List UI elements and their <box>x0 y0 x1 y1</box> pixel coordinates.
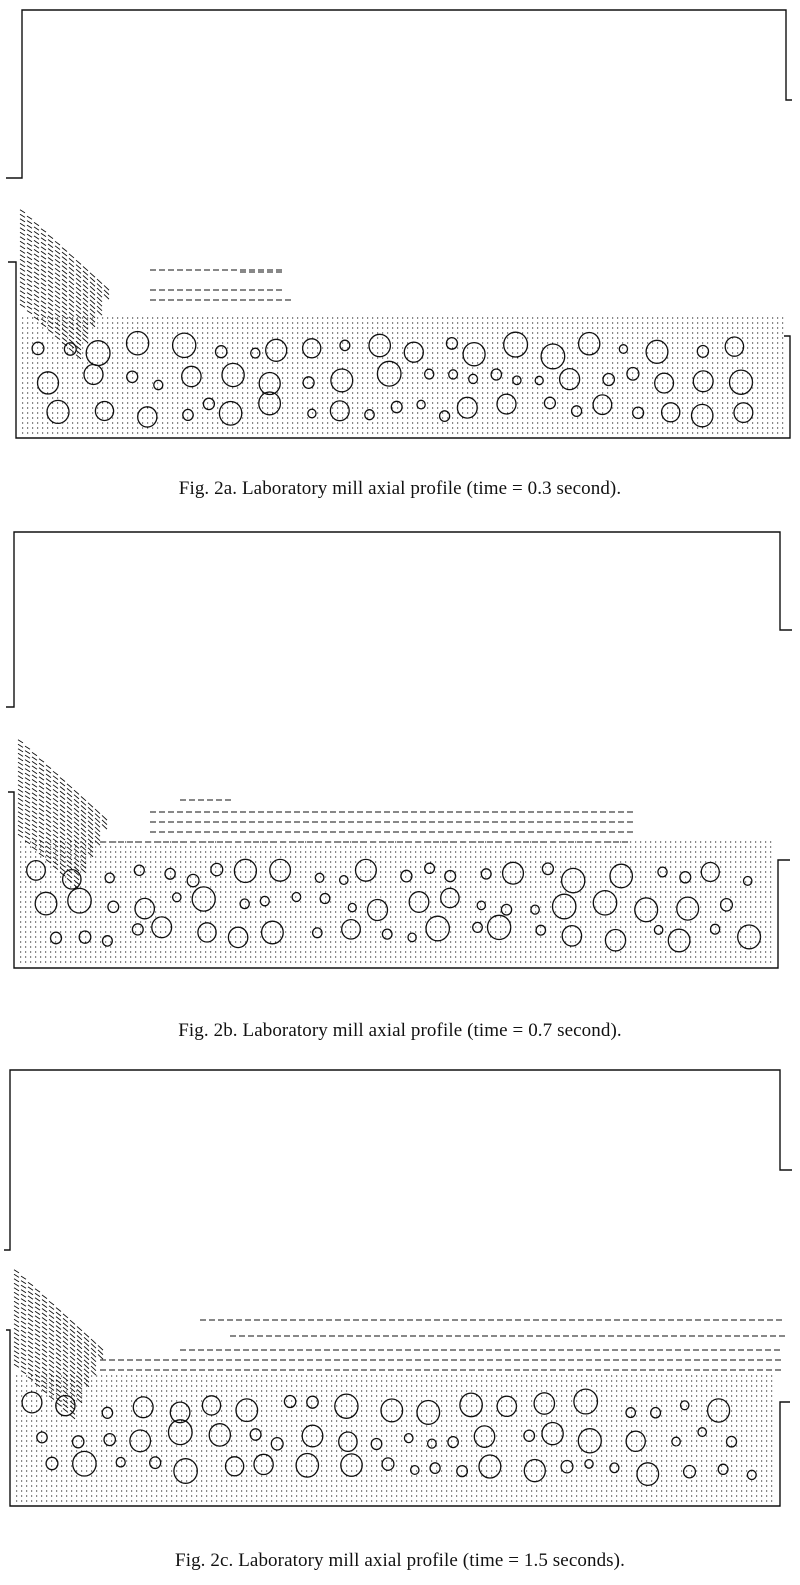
grinding-ball <box>605 930 625 951</box>
grinding-ball <box>531 905 539 914</box>
grinding-ball <box>572 406 582 417</box>
grinding-ball <box>228 927 247 947</box>
grinding-ball <box>216 346 227 358</box>
fine-particle-field <box>22 318 783 433</box>
grinding-ball <box>105 873 114 883</box>
grinding-ball <box>203 398 214 409</box>
particle-field-2a <box>20 210 783 433</box>
grinding-ball <box>635 898 658 922</box>
figure-2b <box>0 520 800 1060</box>
grinding-ball <box>744 877 752 886</box>
grinding-ball <box>108 901 119 912</box>
grinding-ball <box>307 1396 318 1408</box>
grinding-ball <box>603 374 614 386</box>
grinding-ball <box>169 1420 193 1445</box>
grinding-ball <box>562 926 581 946</box>
grinding-ball <box>313 928 322 938</box>
grinding-ball <box>103 936 113 946</box>
grinding-ball <box>381 1399 403 1422</box>
grinding-ball <box>173 333 196 357</box>
grinding-ball <box>425 863 435 873</box>
grinding-ball <box>341 1454 362 1476</box>
grinding-ball <box>95 402 113 421</box>
grinding-ball <box>391 401 402 412</box>
grinding-ball <box>150 1457 161 1469</box>
grinding-ball <box>501 904 511 915</box>
grinding-ball <box>428 1439 437 1448</box>
grinding-ball <box>116 1458 125 1467</box>
grinding-ball <box>368 900 388 921</box>
grinding-ball <box>135 898 154 918</box>
grinding-ball <box>401 870 412 882</box>
grinding-ball <box>292 893 301 902</box>
caption-fig-2b: Fig. 2b. Laboratory mill axial profile (time = 0.7 second). <box>178 1020 622 1041</box>
grinding-ball <box>404 342 423 362</box>
grinding-ball <box>339 1432 357 1451</box>
grinding-ball <box>266 339 287 361</box>
grinding-balls-2b <box>27 859 761 952</box>
grinding-ball <box>497 394 516 414</box>
mill-profile-2c <box>0 1060 800 1520</box>
grinding-ball <box>479 1455 501 1478</box>
grinding-ball <box>513 376 521 385</box>
grinding-ball <box>524 1430 535 1441</box>
grinding-ball <box>371 1439 382 1450</box>
grinding-ball <box>84 365 103 385</box>
grinding-ball <box>460 1393 482 1417</box>
grinding-ball <box>174 1459 197 1484</box>
grinding-ball <box>348 903 356 911</box>
grinding-ball <box>430 1463 440 1474</box>
grinding-ball <box>593 891 616 915</box>
caption-fig-2a: Fig. 2a. Laboratory mill axial profile (time = 0.3 second). <box>178 478 622 499</box>
grinding-ball <box>356 859 377 881</box>
grinding-ball <box>236 1399 258 1422</box>
grinding-ball <box>626 1408 635 1418</box>
grinding-ball <box>579 333 600 355</box>
grinding-ball <box>404 1434 413 1443</box>
grinding-ball <box>68 888 91 913</box>
grinding-ball <box>104 1434 115 1446</box>
grinding-ball <box>544 397 555 409</box>
grinding-ball <box>234 859 256 882</box>
grinding-ball <box>182 366 201 386</box>
fine-particle-field <box>20 842 771 962</box>
grinding-ball <box>440 411 450 422</box>
grinding-ball <box>619 345 627 354</box>
grinding-ball <box>542 863 553 875</box>
mill-profile-2b <box>0 520 800 990</box>
grinding-ball <box>677 897 699 920</box>
grinding-ball <box>302 1425 323 1447</box>
grinding-ball <box>209 1424 230 1446</box>
particle-flight-streaks <box>150 270 291 300</box>
grinding-ball <box>340 340 350 350</box>
grinding-ball <box>730 370 753 394</box>
grinding-ball <box>192 887 215 911</box>
grinding-ball <box>138 407 157 427</box>
grinding-ball <box>697 346 708 358</box>
mill-upper-outline <box>6 10 792 178</box>
grinding-ball <box>271 1438 283 1450</box>
grinding-ball <box>560 369 580 390</box>
grinding-ball <box>102 1407 112 1418</box>
grinding-ball <box>718 1464 728 1474</box>
grinding-ball <box>152 917 172 938</box>
grinding-ball <box>610 864 632 888</box>
grinding-ball <box>308 409 316 418</box>
grinding-ball <box>73 1436 84 1448</box>
grinding-ball <box>202 1396 220 1415</box>
grinding-ball <box>534 1393 554 1414</box>
grinding-ball <box>134 865 144 875</box>
grinding-ball <box>254 1454 273 1474</box>
grinding-ball <box>684 1466 696 1478</box>
grinding-ball <box>130 1430 151 1452</box>
grinding-ball <box>425 369 434 379</box>
grinding-ball <box>672 1437 680 1446</box>
grinding-ball <box>698 1428 706 1437</box>
grinding-ball <box>474 1426 494 1447</box>
grinding-ball <box>441 888 459 907</box>
grinding-ball <box>725 337 743 356</box>
grinding-ball <box>610 1463 619 1473</box>
grinding-ball <box>411 1466 419 1475</box>
grinding-ball <box>535 376 543 384</box>
grinding-ball <box>491 369 501 380</box>
particle-flight-streaks <box>100 800 633 842</box>
caption-fig-2c: Fig. 2c. Laboratory mill axial profile (time = 1.5 seconds). <box>175 1550 625 1571</box>
mill-upper-outline <box>4 1070 792 1250</box>
grinding-ball <box>240 899 249 909</box>
grinding-ball <box>463 343 485 366</box>
grinding-ball <box>646 340 668 363</box>
grinding-ball <box>668 929 690 952</box>
grinding-ball <box>73 1451 96 1476</box>
mill-lower-outline <box>6 1330 790 1506</box>
grinding-ball <box>165 868 175 879</box>
grinding-ball <box>747 1470 756 1479</box>
grinding-ball <box>262 921 284 944</box>
particle-field-2c <box>14 1270 785 1501</box>
grinding-ball <box>711 924 720 934</box>
grinding-ball <box>734 403 753 423</box>
lifted-shoulder-streaks <box>14 1270 103 1419</box>
grinding-ball <box>330 401 349 421</box>
grinding-ball <box>562 868 585 892</box>
grinding-ball <box>296 1454 318 1478</box>
grinding-ball <box>448 1437 458 1448</box>
grinding-ball <box>469 374 478 383</box>
grinding-ball <box>662 403 680 422</box>
mill-upper-outline <box>6 532 792 707</box>
grinding-ball <box>183 409 193 420</box>
grinding-ball <box>315 873 324 882</box>
grinding-ball <box>365 410 374 420</box>
grinding-ball <box>727 1436 737 1447</box>
grinding-ball <box>585 1460 593 1469</box>
mill-profile-2a <box>0 0 800 460</box>
grinding-ball <box>426 916 449 941</box>
grinding-ball <box>574 1389 598 1414</box>
grinding-ball <box>637 1463 659 1486</box>
figure-2c <box>0 1060 800 1585</box>
grinding-ball <box>721 899 733 911</box>
lifted-shoulder-streaks <box>20 210 109 359</box>
figure-2a <box>0 0 800 500</box>
grinding-ball <box>331 369 353 392</box>
fine-particle-field <box>16 1376 772 1501</box>
grinding-ball <box>681 1401 689 1410</box>
grinding-ball <box>211 863 223 875</box>
grinding-ball <box>226 1457 244 1476</box>
grinding-ball <box>46 1457 58 1469</box>
grinding-ball <box>377 361 401 386</box>
grinding-ball <box>270 859 291 881</box>
grinding-ball <box>626 1431 645 1451</box>
grinding-ball <box>382 1458 394 1470</box>
grinding-ball <box>173 893 181 902</box>
grinding-ball <box>408 933 416 942</box>
grinding-ball <box>154 380 163 389</box>
grinding-ball <box>503 862 524 884</box>
grinding-ball <box>542 1423 563 1445</box>
grinding-ball <box>133 1397 153 1418</box>
grinding-ball <box>693 371 713 392</box>
grinding-ball <box>22 1392 42 1413</box>
grinding-ball <box>187 874 199 886</box>
lifted-shoulder-streaks <box>18 740 107 889</box>
grinding-ball <box>651 1408 661 1418</box>
particle-flight-streaks <box>100 1320 785 1370</box>
grinding-ball <box>477 901 485 910</box>
grinding-ball <box>417 1401 440 1425</box>
grinding-ball <box>654 926 662 935</box>
grinding-ball <box>132 924 143 935</box>
grinding-ball <box>504 332 528 357</box>
grinding-ball <box>340 876 348 885</box>
grinding-ball <box>250 1429 261 1440</box>
grinding-ball <box>342 920 361 939</box>
grinding-ball <box>47 400 69 423</box>
particle-field-2b <box>18 740 771 962</box>
grinding-ball <box>369 334 390 356</box>
grinding-ball <box>382 929 392 939</box>
grinding-ball <box>417 400 425 409</box>
grinding-ball <box>260 896 269 905</box>
